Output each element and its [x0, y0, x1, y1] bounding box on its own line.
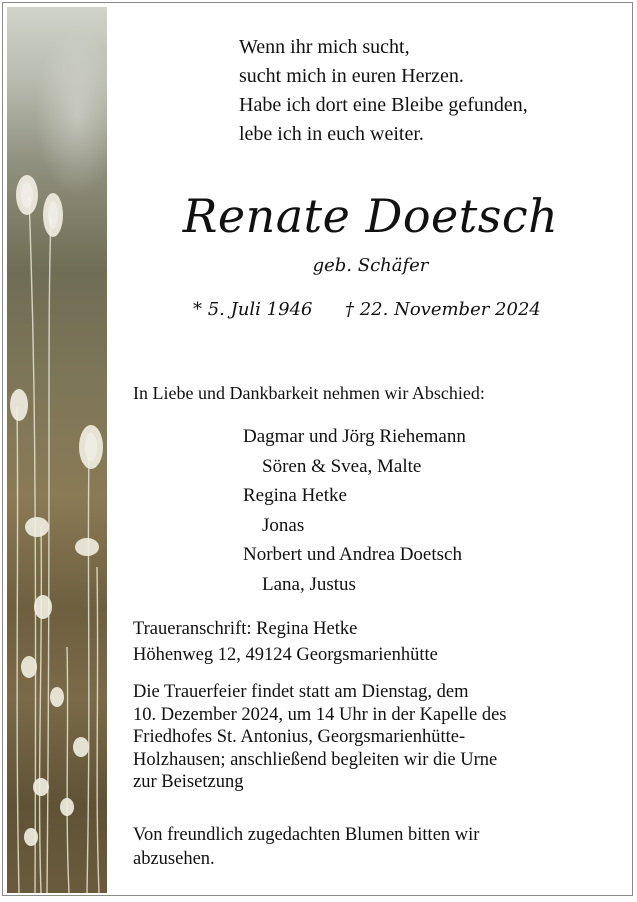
flowers-line: abzusehen. — [133, 849, 215, 869]
family-member: Dagmar und Jörg Riehemann — [243, 426, 466, 447]
deceased-name: Renate Doetsch — [182, 189, 559, 243]
poem-line: Wenn ihr mich sucht, — [239, 36, 410, 58]
obituary-notice — [2, 2, 633, 896]
ceremony-line: Friedhofes St. Antonius, Georgsmarienhütte- — [133, 727, 466, 747]
grass-photo — [7, 7, 107, 893]
ceremony-line: Die Trauerfeier findet statt am Dienstag, dem — [133, 682, 469, 702]
family-member: Regina Hetke — [243, 485, 347, 506]
ceremony-line: 10. Dezember 2024, um 14 Uhr in der Kapelle des — [133, 704, 507, 725]
ceremony-info — [133, 681, 507, 794]
death-date: † 22. November 2024 — [345, 299, 541, 320]
family-member: Sören & Svea, Malte — [262, 455, 422, 477]
address-line: Traueranschrift: Regina Hetke — [133, 619, 358, 639]
family-member: Lana, Justus — [262, 573, 356, 595]
family-member: Norbert und Andrea Doetsch — [243, 544, 462, 565]
flowers-line: Von freundlich zugedachten Blumen bitten wir — [133, 825, 480, 845]
poem-line: sucht mich in euren Herzen. — [239, 65, 464, 87]
ceremony-line: zur Beisetzung — [133, 772, 244, 792]
poem-line: Habe ich dort eine Bleibe gefunden, — [239, 94, 528, 116]
birth-date: * 5. Juli 1946 — [193, 299, 313, 320]
mourning-address — [133, 616, 438, 668]
flowers-note — [133, 823, 479, 871]
poem — [239, 33, 528, 149]
birth-name: geb. Schäfer — [312, 255, 429, 276]
poem-line: lebe ich in euch weiter. — [239, 123, 424, 145]
family-member: Jonas — [262, 514, 305, 536]
farewell-text: In Liebe und Dankbarkeit nehmen wir Abschied: — [133, 383, 485, 403]
address-line: Höhenweg 12, 49124 Georgsmarienhütte — [133, 645, 438, 665]
grass-illustration — [7, 7, 107, 893]
ceremony-line: Holzhausen; anschließend begleiten wir die Urne — [133, 749, 498, 770]
family-list — [243, 422, 466, 599]
